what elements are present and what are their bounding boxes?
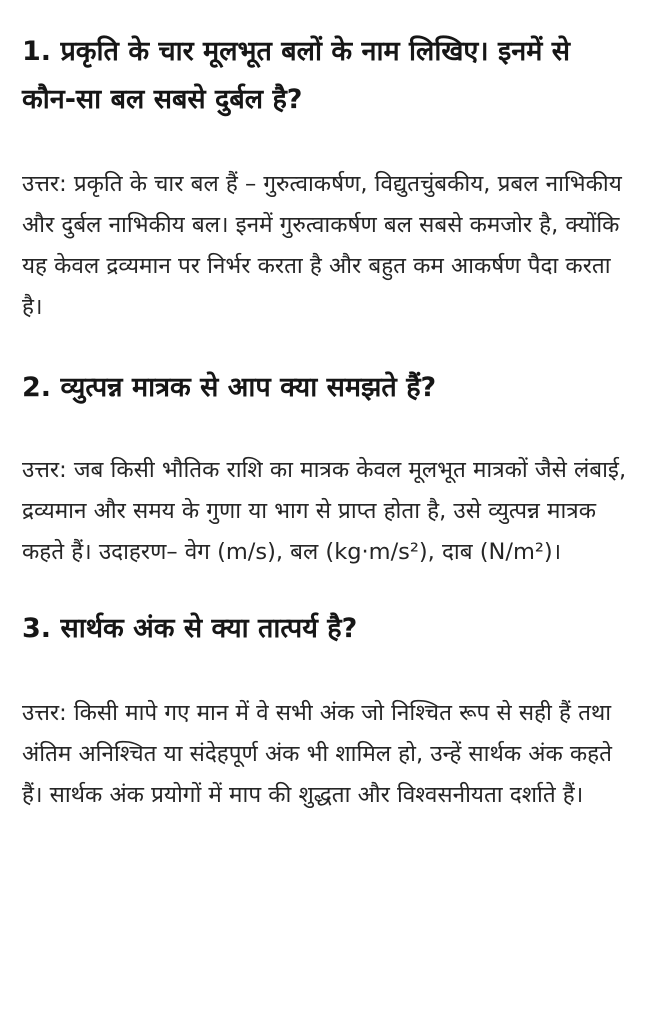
question-answer-block	[22, 28, 628, 328]
answer-paragraph	[22, 450, 628, 573]
question-heading: 1. प्रकृति के चार मूलभूत बलों के नाम लिखिए। इनमें से कौन-सा बल सबसे दुर्बल है?	[22, 36, 571, 115]
question-heading: 3. सार्थक अंक से क्या तात्पर्य है?	[22, 613, 358, 644]
answer-text: प्रकृति के चार बल हैं – गुरुत्वाकर्षण, विद्युतचुंबकीय, प्रबल नाभिकीय और दुर्बल नाभिकीय बल। इनमें गुरुत्वाकर्षण बल सबसे कमजोर है, क्योंकि यह केवल द्रव्यमान पर निर्भर करता है और बहुत कम आकर्षण पैदा करता है।	[22, 171, 622, 320]
answer-paragraph	[22, 693, 628, 816]
answer-label: उत्तर:	[22, 171, 67, 197]
answer-paragraph	[22, 164, 628, 328]
question-heading: 2. व्युत्पन्न मात्रक से आप क्या समझते हैं?	[22, 372, 437, 403]
answer-text: जब किसी भौतिक राशि का मात्रक केवल मूलभूत मात्रकों जैसे लंबाई, द्रव्यमान और समय के गुणा या भाग से प्राप्त होता है, उसे व्युत्पन्न मात्रक कहते हैं। उदाहरण– वेग (m/s), बल (kg·m/s²), दाब (N/m²)।	[22, 457, 627, 565]
question-answer-block	[22, 364, 628, 573]
question-answer-block	[22, 605, 628, 816]
answer-label: उत्तर:	[22, 457, 67, 483]
answer-text: किसी मापे गए मान में वे सभी अंक जो निश्चित रूप से सही हैं तथा अंतिम अनिश्चित या संदेहपूर्ण अंक भी शामिल हो, उन्हें सार्थक अंक कहते हैं। सार्थक अंक प्रयोगों में माप की शुद्धता और विश्वसनीयता दर्शाते हैं।	[22, 700, 612, 808]
answer-label: उत्तर:	[22, 700, 67, 726]
